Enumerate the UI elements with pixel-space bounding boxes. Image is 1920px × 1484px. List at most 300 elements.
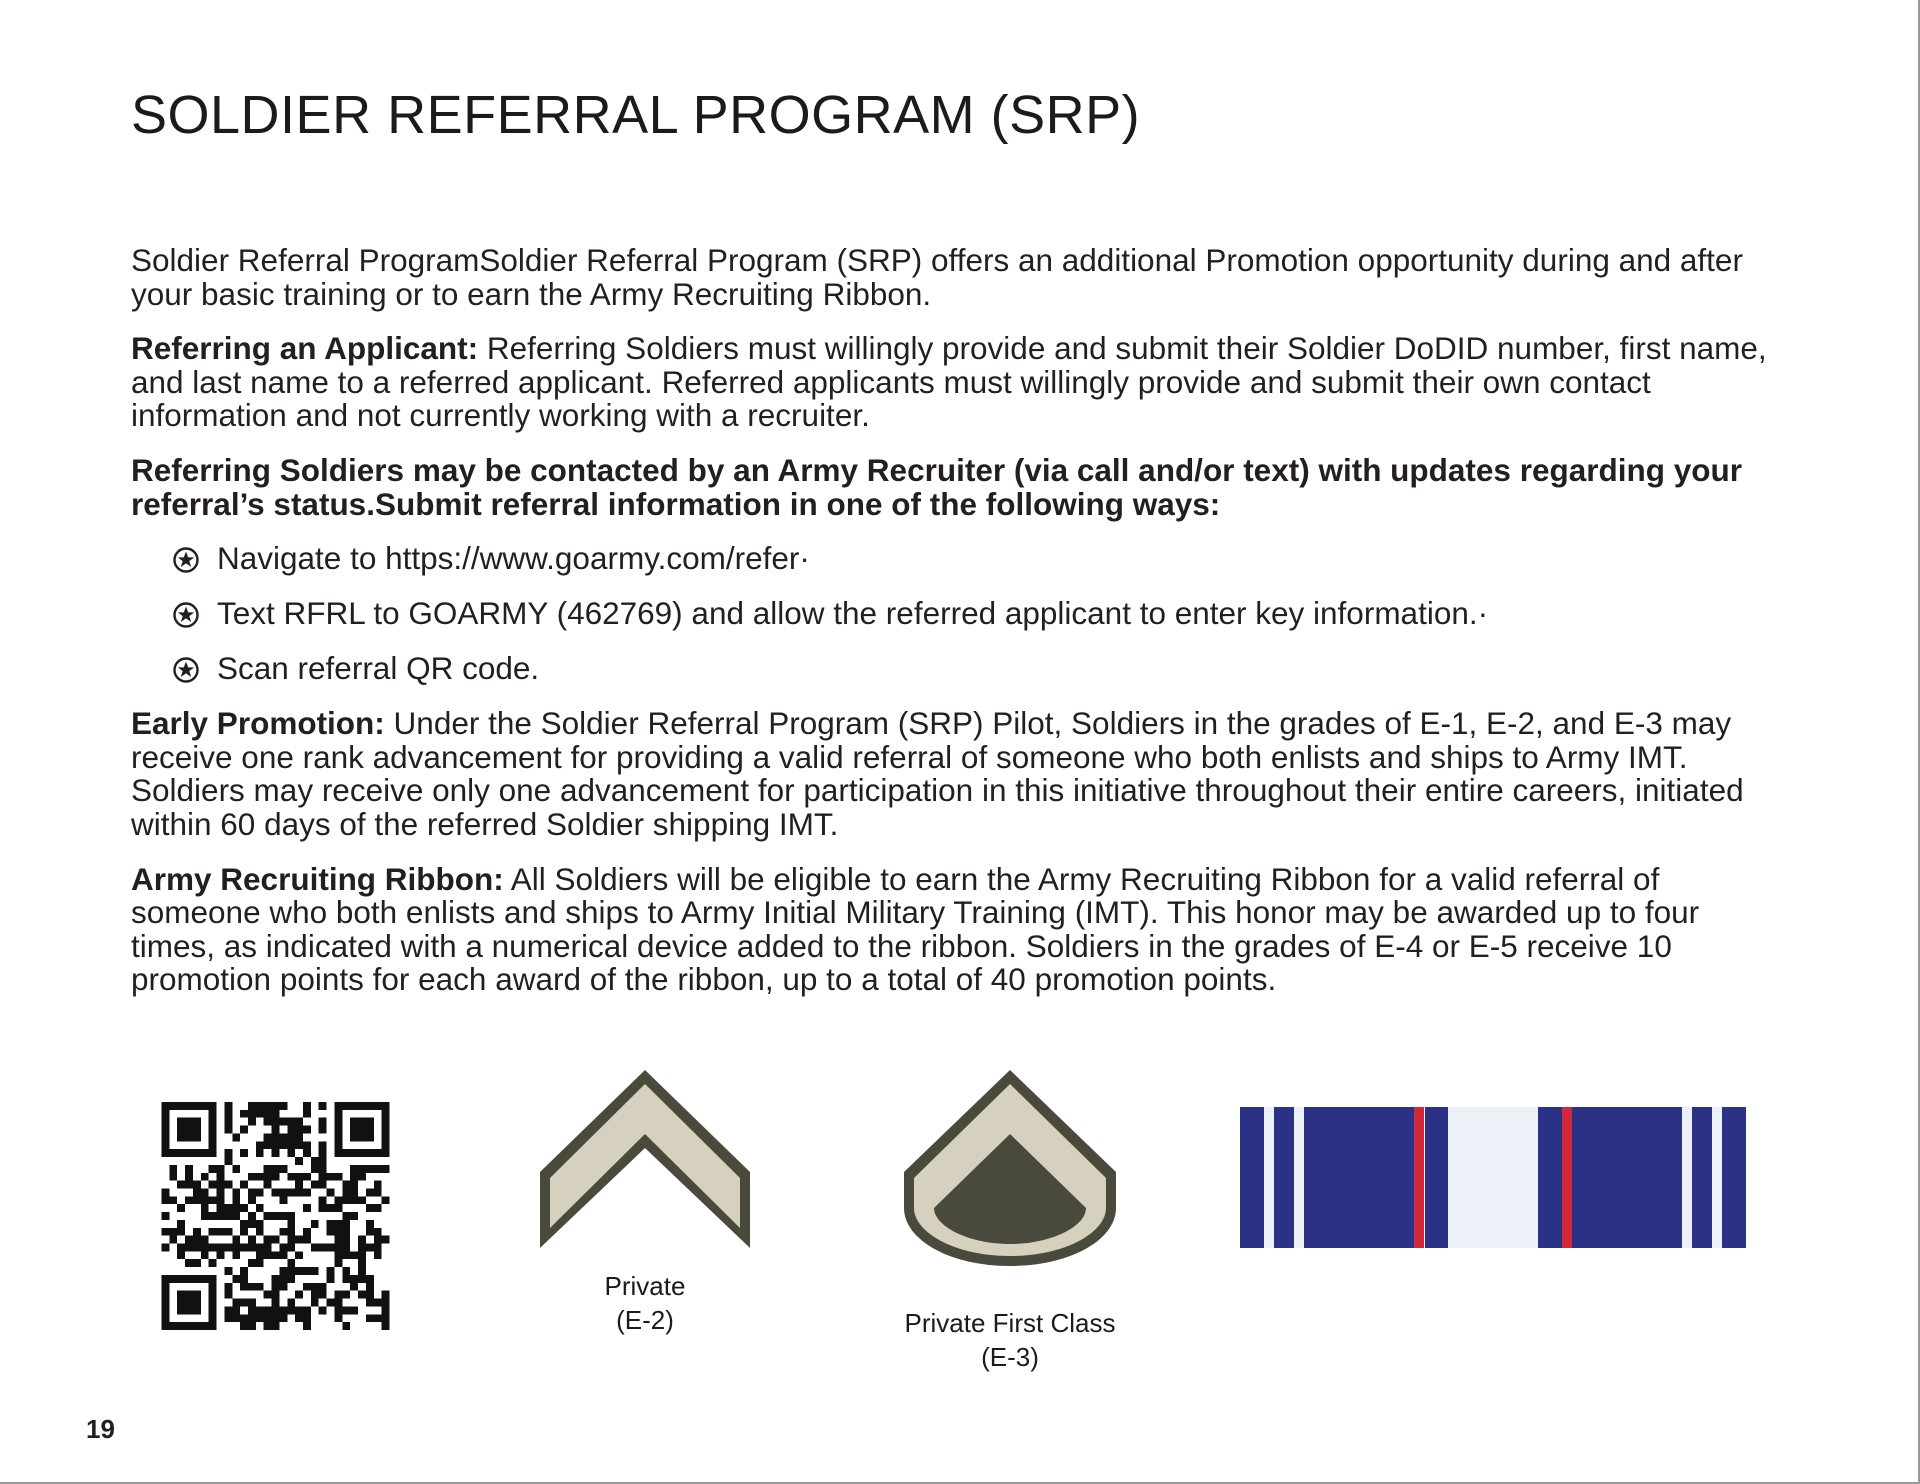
ribbon-text: All Soldiers will be eligible to earn the Army Recruiting Ribbon for a valid referral of someone who both enlists and ships to Army Initial Military Training (IMT). This honor may be awarded up to four times, as indicated with a numerical device added to the ribbon. Soldiers in the grades of E-4 or E-5 receive 10 promotion points for each award of the ribbon, up to a total of 40 promotion points. [131, 860, 1700, 998]
qr-module [279, 1275, 287, 1283]
qr-module [217, 1244, 225, 1252]
qr-module [240, 1204, 248, 1212]
qr-module [350, 1102, 358, 1110]
qr-module [264, 1314, 272, 1322]
qr-module [287, 1299, 295, 1307]
qr-module [248, 1283, 256, 1291]
qr-module [248, 1188, 256, 1196]
qr-module [209, 1110, 217, 1118]
qr-module [193, 1275, 201, 1283]
qr-module [177, 1322, 185, 1330]
qr-module [272, 1110, 280, 1118]
qr-module [240, 1149, 248, 1157]
qr-module [272, 1126, 280, 1134]
qr-module [264, 1306, 272, 1314]
qr-module [358, 1133, 366, 1141]
qr-module [342, 1212, 350, 1220]
qr-module [240, 1275, 248, 1283]
qr-module [264, 1133, 272, 1141]
qr-module [240, 1181, 248, 1189]
qr-module [256, 1306, 264, 1314]
qr-module [358, 1126, 366, 1134]
qr-module [350, 1173, 358, 1181]
qr-module [350, 1181, 358, 1189]
qr-module [350, 1165, 358, 1173]
qr-module [162, 1283, 170, 1291]
qr-module [287, 1133, 295, 1141]
qr-module [303, 1283, 311, 1291]
qr-module [209, 1102, 217, 1110]
qr-module [303, 1236, 311, 1244]
qr-module [327, 1173, 335, 1181]
qr-module [327, 1220, 335, 1228]
qr-module [272, 1299, 280, 1307]
qr-module [311, 1283, 319, 1291]
qr-module [303, 1110, 311, 1118]
qr-module [272, 1141, 280, 1149]
qr-module [311, 1267, 319, 1275]
qr-module [366, 1275, 374, 1283]
qr-module [264, 1110, 272, 1118]
qr-module [185, 1133, 193, 1141]
early-promotion-paragraph [131, 707, 1771, 841]
qr-module [334, 1228, 342, 1236]
qr-module [248, 1236, 256, 1244]
qr-module [374, 1244, 382, 1252]
referring-text: Referring Soldiers must willingly provide and submit their Soldier DoDID number, first name, and last name to a referred applicant. Referred applicants must willingly provide and submit their own contact information and not currently working with a recruiter. [131, 330, 1767, 434]
qr-module [287, 1275, 295, 1283]
qr-module [209, 1283, 217, 1291]
qr-module [248, 1244, 256, 1252]
qr-module [279, 1133, 287, 1141]
army-recruiting-ribbon [1240, 1107, 1746, 1248]
qr-module [264, 1181, 272, 1189]
qr-module [240, 1126, 248, 1134]
qr-module [240, 1220, 248, 1228]
qr-module [193, 1196, 201, 1204]
referring-label: Referring an Applicant: [131, 330, 479, 367]
ribbon-stripe [1414, 1107, 1424, 1248]
private-grade: (E-2) [616, 1305, 674, 1335]
list-item [173, 597, 1771, 631]
qr-module [169, 1149, 177, 1157]
qr-module [342, 1306, 350, 1314]
qr-module [366, 1165, 374, 1173]
qr-module [185, 1259, 193, 1267]
qr-module [374, 1251, 382, 1259]
qr-module [193, 1306, 201, 1314]
qr-module [162, 1126, 170, 1134]
qr-module [374, 1181, 382, 1189]
qr-module [303, 1173, 311, 1181]
qr-module [193, 1181, 201, 1189]
qr-module [248, 1322, 256, 1330]
qr-module [177, 1291, 185, 1299]
qr-module [319, 1196, 327, 1204]
qr-module [162, 1322, 170, 1330]
qr-module [334, 1126, 342, 1134]
qr-module [185, 1118, 193, 1126]
qr-module [382, 1118, 390, 1126]
qr-module [358, 1291, 366, 1299]
qr-module [311, 1220, 319, 1228]
qr-module [162, 1299, 170, 1307]
qr-module [256, 1188, 264, 1196]
qr-module [382, 1291, 390, 1299]
qr-module [232, 1244, 240, 1252]
qr-module [272, 1173, 280, 1181]
qr-module [295, 1173, 303, 1181]
qr-module [224, 1314, 232, 1322]
qr-module [350, 1212, 358, 1220]
qr-module [366, 1126, 374, 1134]
qr-module [217, 1212, 225, 1220]
qr-module [279, 1314, 287, 1322]
qr-module [256, 1110, 264, 1118]
qr-module [350, 1283, 358, 1291]
qr-module [334, 1204, 342, 1212]
qr-module [209, 1165, 217, 1173]
qr-module [162, 1228, 170, 1236]
qr-module [185, 1299, 193, 1307]
qr-module [224, 1102, 232, 1110]
qr-module [382, 1322, 390, 1330]
qr-module [327, 1267, 335, 1275]
qr-module [232, 1275, 240, 1283]
qr-module [248, 1314, 256, 1322]
qr-module [350, 1275, 358, 1283]
qr-module [303, 1126, 311, 1134]
qr-module [342, 1244, 350, 1252]
qr-module [287, 1173, 295, 1181]
qr-module [382, 1126, 390, 1134]
qr-module [272, 1306, 280, 1314]
qr-module [169, 1236, 177, 1244]
qr-module [185, 1173, 193, 1181]
qr-module [248, 1118, 256, 1126]
qr-module [350, 1251, 358, 1259]
qr-module [303, 1322, 311, 1330]
qr-module [279, 1118, 287, 1126]
qr-module [232, 1212, 240, 1220]
qr-module [327, 1299, 335, 1307]
qr-module [303, 1267, 311, 1275]
qr-module [358, 1173, 366, 1181]
qr-module [272, 1118, 280, 1126]
qr-module [342, 1275, 350, 1283]
qr-module [334, 1251, 342, 1259]
qr-module [264, 1251, 272, 1259]
qr-module [217, 1181, 225, 1189]
qr-module [232, 1236, 240, 1244]
qr-module [193, 1149, 201, 1157]
qr-module [319, 1181, 327, 1189]
qr-module [366, 1188, 374, 1196]
qr-module [287, 1236, 295, 1244]
qr-module [193, 1133, 201, 1141]
qr-module [342, 1267, 350, 1275]
qr-module [358, 1236, 366, 1244]
qr-module [319, 1118, 327, 1126]
qr-module [295, 1236, 303, 1244]
qr-module [295, 1133, 303, 1141]
qr-module [201, 1173, 209, 1181]
qr-module [327, 1204, 335, 1212]
qr-module [177, 1133, 185, 1141]
qr-module [279, 1165, 287, 1173]
qr-module [209, 1141, 217, 1149]
qr-module [224, 1126, 232, 1134]
qr-module [334, 1196, 342, 1204]
qr-module [295, 1141, 303, 1149]
qr-module [193, 1126, 201, 1134]
qr-module [169, 1228, 177, 1236]
list-item-text: Text RFRL to GOARMY (462769) and allow the referred applicant to enter key information.· [217, 595, 1489, 632]
qr-module [256, 1102, 264, 1110]
qr-module [201, 1275, 209, 1283]
qr-module [303, 1141, 311, 1149]
qr-module [217, 1196, 225, 1204]
qr-module [350, 1133, 358, 1141]
qr-module [374, 1236, 382, 1244]
qr-module [177, 1299, 185, 1307]
qr-module [334, 1220, 342, 1228]
qr-module [169, 1275, 177, 1283]
qr-module [334, 1102, 342, 1110]
qr-module [311, 1244, 319, 1252]
qr-module [256, 1251, 264, 1259]
qr-module [382, 1306, 390, 1314]
qr-module [209, 1244, 217, 1252]
qr-module [334, 1149, 342, 1157]
qr-module [272, 1188, 280, 1196]
qr-module [248, 1306, 256, 1314]
page-title: SOLDIER REFERRAL PROGRAM (SRP) [131, 85, 1141, 145]
qr-module [272, 1275, 280, 1283]
qr-module [366, 1204, 374, 1212]
qr-module [185, 1181, 193, 1189]
qr-module [366, 1133, 374, 1141]
qr-module [342, 1181, 350, 1189]
qr-module [185, 1165, 193, 1173]
qr-module [193, 1102, 201, 1110]
qr-module [382, 1236, 390, 1244]
private-rank: Private [604, 1271, 686, 1301]
star-bullet-icon [173, 547, 199, 573]
qr-module [319, 1244, 327, 1252]
qr-module [193, 1118, 201, 1126]
qr-module [350, 1196, 358, 1204]
qr-module [177, 1306, 185, 1314]
qr-module [185, 1244, 193, 1252]
qr-module [162, 1275, 170, 1283]
qr-module [162, 1291, 170, 1299]
qr-module [374, 1314, 382, 1322]
qr-module [342, 1291, 350, 1299]
qr-module [287, 1141, 295, 1149]
qr-module [177, 1102, 185, 1110]
qr-module [232, 1299, 240, 1307]
qr-module [366, 1228, 374, 1236]
qr-module [287, 1244, 295, 1252]
pfc-e3-chevron-icon [902, 1068, 1118, 1268]
qr-module [342, 1196, 350, 1204]
qr-module [272, 1212, 280, 1220]
qr-module [366, 1291, 374, 1299]
qr-module [209, 1299, 217, 1307]
qr-module [334, 1244, 342, 1252]
qr-module [350, 1149, 358, 1157]
qr-module [224, 1118, 232, 1126]
qr-module [319, 1204, 327, 1212]
qr-module [224, 1157, 232, 1165]
qr-module [342, 1322, 350, 1330]
qr-module [209, 1322, 217, 1330]
qr-module [240, 1267, 248, 1275]
qr-module [232, 1314, 240, 1322]
qr-module [240, 1244, 248, 1252]
qr-module [366, 1102, 374, 1110]
qr-module [193, 1259, 201, 1267]
qr-module [334, 1110, 342, 1118]
qr-module [279, 1196, 287, 1204]
qr-module [256, 1204, 264, 1212]
qr-module [327, 1244, 335, 1252]
qr-module [272, 1322, 280, 1330]
qr-module [334, 1173, 342, 1181]
qr-module [342, 1149, 350, 1157]
qr-module [177, 1204, 185, 1212]
qr-module [264, 1165, 272, 1173]
qr-module [177, 1244, 185, 1252]
qr-module [248, 1212, 256, 1220]
qr-module [342, 1188, 350, 1196]
qr-module [319, 1165, 327, 1173]
qr-module [240, 1322, 248, 1330]
qr-module [169, 1102, 177, 1110]
qr-module [209, 1126, 217, 1134]
qr-module [311, 1157, 319, 1165]
qr-module [366, 1118, 374, 1126]
pfc-caption [860, 1306, 1160, 1374]
ribbon-stripe [1294, 1107, 1304, 1248]
qr-module [358, 1275, 366, 1283]
qr-module [319, 1283, 327, 1291]
qr-module [334, 1299, 342, 1307]
qr-module [374, 1149, 382, 1157]
qr-module [366, 1283, 374, 1291]
qr-module [248, 1196, 256, 1204]
qr-module [295, 1188, 303, 1196]
qr-module [350, 1188, 358, 1196]
qr-module [279, 1188, 287, 1196]
body-text [131, 244, 1771, 1018]
referral-qr-code[interactable] [161, 1102, 390, 1330]
qr-module [169, 1165, 177, 1173]
qr-module [240, 1110, 248, 1118]
qr-module [287, 1149, 295, 1157]
qr-module [264, 1173, 272, 1181]
qr-module [342, 1220, 350, 1228]
qr-module [256, 1149, 264, 1157]
qr-module [272, 1236, 280, 1244]
qr-module [264, 1141, 272, 1149]
qr-module [272, 1102, 280, 1110]
qr-module [193, 1236, 201, 1244]
qr-module [201, 1102, 209, 1110]
qr-module [224, 1204, 232, 1212]
qr-module [177, 1118, 185, 1126]
qr-module [382, 1196, 390, 1204]
list-item-text: Scan referral QR code. [217, 650, 540, 687]
qr-module [264, 1236, 272, 1244]
qr-module [334, 1306, 342, 1314]
contact-notice: Referring Soldiers may be contacted by an Army Recruiter (via call and/or text) with updates regarding your referral’s status.Submit referral information in one of the following ways: [131, 451, 1742, 522]
qr-module [169, 1196, 177, 1204]
qr-module [201, 1244, 209, 1252]
qr-module [185, 1196, 193, 1204]
qr-module [311, 1181, 319, 1189]
qr-module [334, 1291, 342, 1299]
qr-module [319, 1102, 327, 1110]
qr-module [279, 1228, 287, 1236]
qr-module [279, 1212, 287, 1220]
qr-module [193, 1299, 201, 1307]
qr-module [177, 1126, 185, 1134]
qr-module [311, 1299, 319, 1307]
qr-module [319, 1149, 327, 1157]
qr-module [209, 1181, 217, 1189]
qr-module [303, 1102, 311, 1110]
qr-module [193, 1322, 201, 1330]
qr-module [319, 1291, 327, 1299]
qr-module [209, 1196, 217, 1204]
qr-module [162, 1196, 170, 1204]
qr-module [350, 1118, 358, 1126]
referral-methods-list [131, 542, 1771, 686]
qr-module [382, 1141, 390, 1149]
qr-module [217, 1228, 225, 1236]
qr-module [256, 1283, 264, 1291]
qr-module [374, 1188, 382, 1196]
qr-module [162, 1188, 170, 1196]
qr-module [162, 1133, 170, 1141]
qr-module [334, 1118, 342, 1126]
qr-module [185, 1322, 193, 1330]
qr-module [193, 1228, 201, 1236]
qr-module [209, 1212, 217, 1220]
qr-module [193, 1291, 201, 1299]
qr-module [342, 1251, 350, 1259]
qr-module [224, 1110, 232, 1118]
qr-module [350, 1126, 358, 1134]
qr-module [272, 1165, 280, 1173]
qr-module [374, 1299, 382, 1307]
pfc-grade: (E-3) [981, 1342, 1039, 1372]
qr-module [248, 1102, 256, 1110]
qr-module [209, 1306, 217, 1314]
qr-module [185, 1291, 193, 1299]
qr-module [248, 1299, 256, 1307]
qr-module [382, 1299, 390, 1307]
qr-module [185, 1275, 193, 1283]
qr-module [209, 1228, 217, 1236]
pfc-rank: Private First Class [904, 1308, 1116, 1338]
qr-module [303, 1188, 311, 1196]
qr-module [366, 1299, 374, 1307]
qr-module [162, 1212, 170, 1220]
qr-module [272, 1314, 280, 1322]
